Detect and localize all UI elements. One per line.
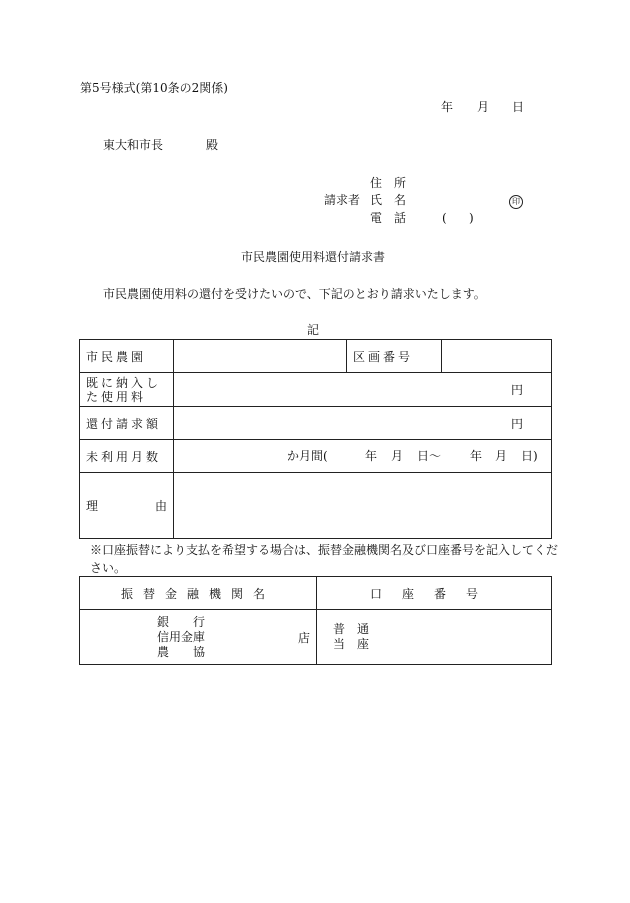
from-month: 月 [391,449,404,463]
refund-yen: 円 [510,416,523,431]
reason-row [80,473,552,539]
unused-input[interactable] [174,440,552,473]
seal-icon: 印 [509,195,523,209]
phone-label: 電 話 [370,211,407,225]
bank-option: 銀 行 [157,615,206,629]
account-header: 口座番号 [369,586,498,601]
addressee-name: 東大和市長 [103,138,164,152]
phone-paren-open: ( [442,211,447,225]
paid-label-line1: 既に納入し [86,375,162,390]
credit-option: 信用金庫 [157,630,206,644]
note-line2: さい。 [90,561,127,575]
from-day: 日〜 [417,449,442,463]
to-day: 日) [521,449,538,463]
ordinary-option: 普 通 [333,622,370,636]
bank-header: 振替金融機関名 [120,586,275,601]
farm-label: 市民農園 [86,349,147,364]
reason-label: 理 由 [86,499,167,513]
unused-label-cell [80,440,174,473]
farm-input[interactable] [174,340,347,373]
plot-label-cell [347,340,442,373]
seal-mark [509,193,523,209]
paid-input[interactable] [174,373,552,407]
paid-label-cell [80,373,174,407]
to-year: 年 [470,449,483,463]
farm-label-cell [80,340,174,373]
document-title: 市民農園使用料還付請求書 [241,250,386,264]
paid-label-line2: た使用料 [86,389,147,404]
branch-label: 店 [298,631,311,645]
bank-name-input[interactable] [80,610,317,665]
paid-row [80,373,552,407]
refund-table [79,339,552,539]
account-number-input[interactable] [317,610,552,665]
current-option: 当 座 [333,637,370,651]
bank-input-row [80,610,552,665]
reason-label-cell [80,473,174,539]
agri-option: 農 協 [157,645,206,659]
date-month-label: 月 [477,100,490,114]
account-header-cell [317,577,552,610]
refund-row [80,407,552,440]
paid-yen: 円 [510,383,523,397]
refund-label-cell [80,407,174,440]
plot-label: 区画番号 [353,349,414,364]
to-month: 月 [495,449,508,463]
form-number: 第5号様式(第10条の2関係) [80,81,228,95]
applicant-role: 請求者 [324,193,361,207]
date-day-label: 日 [512,100,525,114]
intro-text: 市民農園使用料の還付を受けたいので、下記のとおり請求いたします。 [103,287,486,301]
plot-input[interactable] [442,340,552,373]
from-year: 年 [365,449,378,463]
unused-period [174,449,551,463]
bank-header-row [80,577,552,610]
date-year-label: 年 [441,100,454,114]
farm-row [80,340,552,373]
address-label: 住 所 [370,176,407,190]
addressee-honorific: 殿 [206,138,219,152]
refund-label: 還付請求額 [86,416,162,431]
phone-paren-close: ) [469,211,474,225]
bank-header-cell [80,577,317,610]
note-line1: ※口座振替により支払を希望する場合は、振替金融機関名及び口座番号を記入してくだ [90,543,559,557]
bank-table [79,576,552,665]
unused-label: 未利用月数 [86,449,162,464]
name-label: 氏 名 [370,193,407,207]
refund-input[interactable] [174,407,552,440]
unused-row [80,440,552,473]
reason-input[interactable] [174,473,552,539]
ki-heading: 記 [307,323,320,337]
months-text: か月間( [287,449,328,463]
